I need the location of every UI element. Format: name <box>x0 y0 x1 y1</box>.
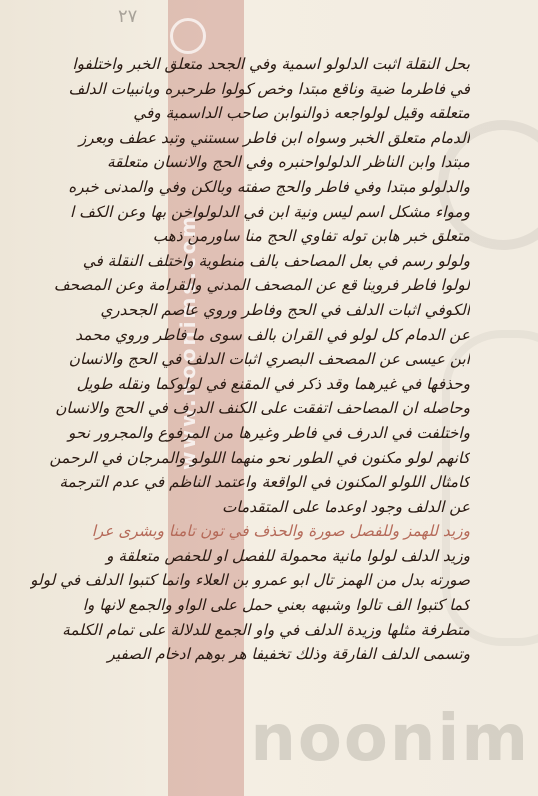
page-number: ٢٧ <box>118 6 138 27</box>
text-line: في فاطرما ضية وناقع مبتدا وخص كولوا طرحبره وبانبيات الدلف <box>68 79 470 98</box>
text-line: وحاصله ان المصاحف اتفقت على الكنف الدرف في الحج والانسان <box>55 399 470 418</box>
text-line: بحل النقلة اثبت الدلولو اسمية وفي الجحد متعلق الخبر واختلفوا <box>72 55 470 73</box>
text-line: كما كتبوا الف تالوا وشبهه بعني حمل على الواو والجمع لانها وا <box>82 596 470 615</box>
text-line: متطرفة مثلها وزيدة الدلف في واو الجمع للدلالة على تمام الكلمة <box>62 620 470 639</box>
text-line: الكوفي اثبات الدلف في الحج وفاطر وروي عاصم الجحدري <box>100 300 470 319</box>
text-line: لولوا فاطر فروينا قع عن المصحف المدني والقرامة وعن المصحف <box>53 276 470 295</box>
text-line: ابن عيسى عن المصحف البصري اثبات الدلف في الحج والانسان <box>68 350 470 369</box>
text-line: مبتدا وابن الناظر الدلولواحنبره وفي الحج والانسان متعلقة <box>106 153 470 172</box>
text-line: والدلولو مبتدا وفي فاطر والحج صفته وبالكن وفي والمدنى خبره <box>68 177 470 196</box>
text-line: وزيد الدلف لولوا مانية محمولة للفصل او للحفص متعلقة و <box>106 546 470 565</box>
text-line: كانهم لولو مكنون في الطور نحو منهما اللولو والمرجان في الرحمن <box>49 448 470 467</box>
watermark-seal-icon <box>170 18 206 54</box>
text-line: وحذفها في غيرهما وقد ذكر في المقنع في لولوكما ونقله طويل <box>76 374 470 393</box>
text-line: وتسمى الدلف الفارقة وذلك تخفيفا هر بوهم ادخام الصفير <box>107 645 470 664</box>
text-line: عن الدلف وجود اوعدما على المتقدمات <box>221 497 470 516</box>
text-line: عن الدمام كل لولو في القران بالف سوى ما فاطر وروي محمد <box>75 325 470 344</box>
text-line: ولولو رسم في بعل المصاحف بالف منطوية واختلف النقلة في <box>82 251 470 270</box>
text-line: متعلقه وقيل لولواجعه ذوالنوابن صاحب الداسمية وفي <box>133 104 470 123</box>
text-line: كامثال اللولو المكنون في الواقعة واعتمد الناظم في عدم الترجمة <box>59 473 470 492</box>
manuscript-text <box>30 52 470 667</box>
text-line: صورته بدل من الهمز تال ابو عمرو بن العلاء وانما كتبوا الدلف في لولو <box>30 571 470 590</box>
watermark-corner-text: noonim <box>250 702 530 776</box>
text-line: الدمام متعلق الخبر وسواه ابن فاطر سستني وتبد عطف وبعرز <box>78 128 470 147</box>
text-line: متعلق خبر هابن توله تفاوي الحج منا ساورمن ذهب <box>152 227 470 246</box>
rubric-line: وزيد للهمز وللفصل صورة والحذف في تون تامنا وبشرى عرا <box>91 522 470 541</box>
text-line: واختلفت في الدرف في فاطر وغيرها من المرفوع والمجرور نحو <box>68 423 470 442</box>
text-line: ومواء مشكل اسم ليس ونية ابن في الدلولواخن بها وعن الكف ا <box>70 202 470 221</box>
watermark-stripe-text: www.noonims.com <box>176 213 200 470</box>
